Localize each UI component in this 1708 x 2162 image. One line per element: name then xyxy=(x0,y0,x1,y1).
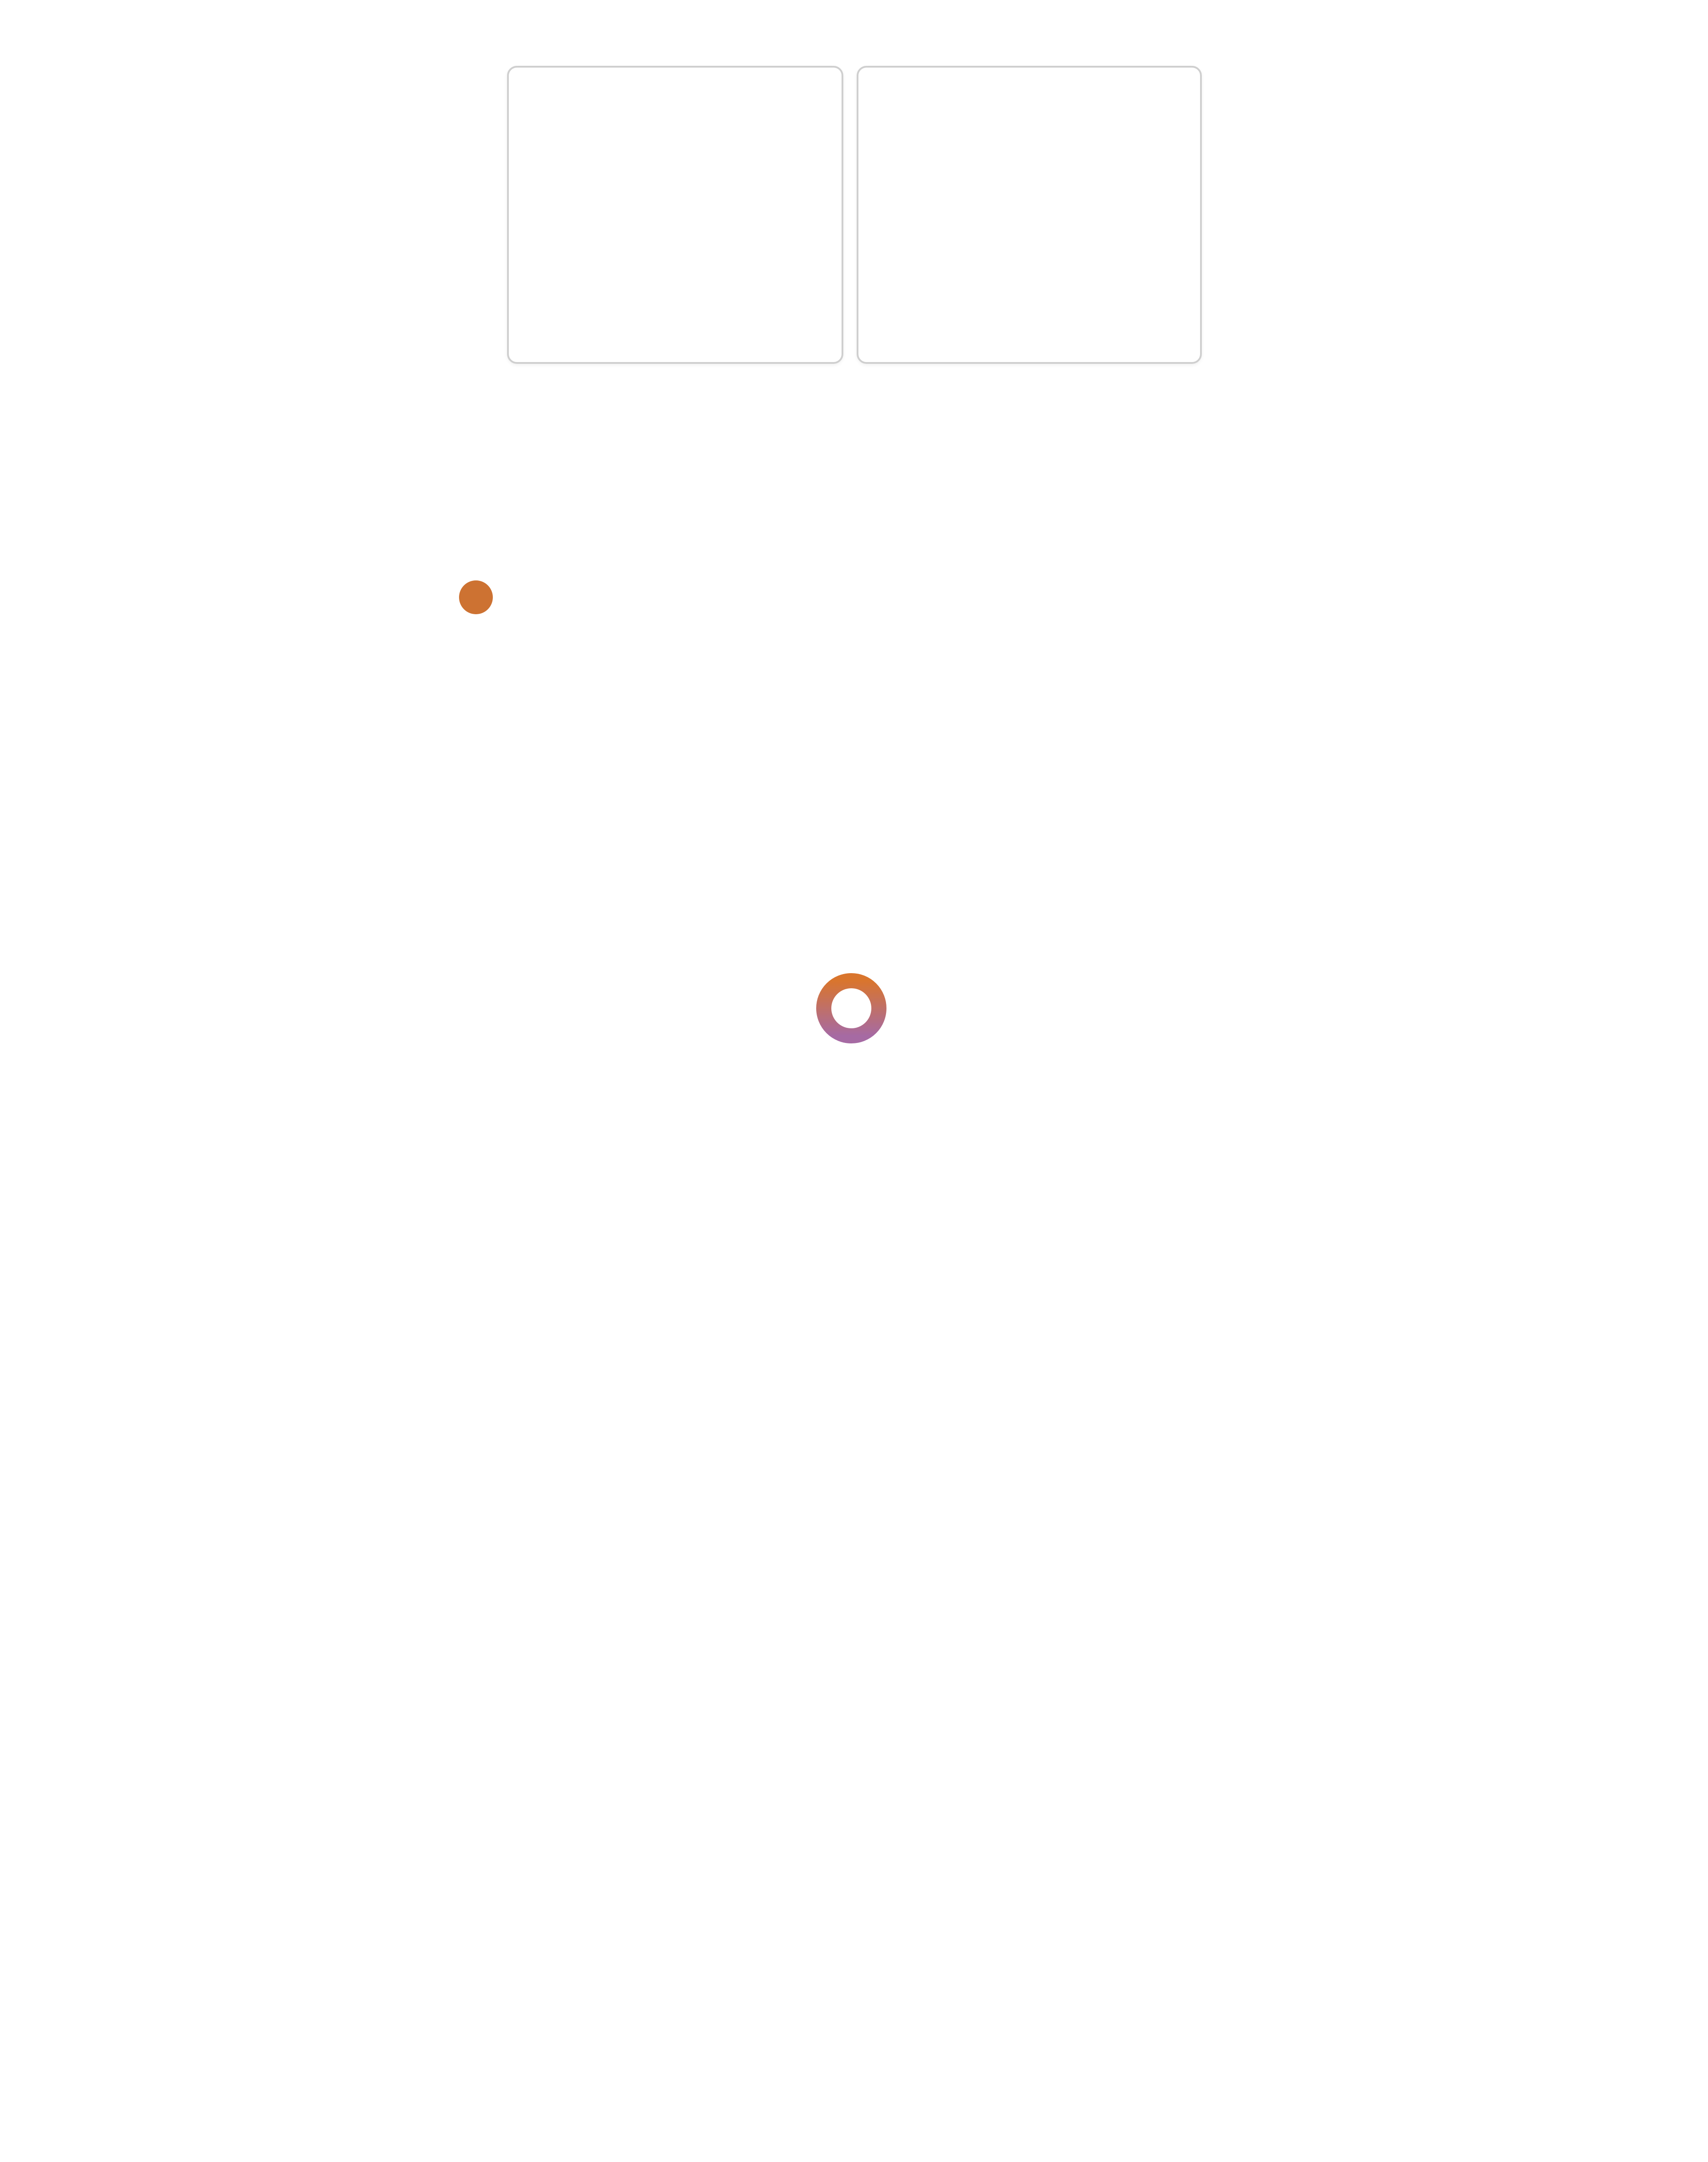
stat-card-duration xyxy=(507,66,843,364)
stat-value xyxy=(882,125,1179,172)
stat-card-content xyxy=(532,125,820,183)
stat-card-content xyxy=(882,125,1179,180)
stat-card-cost xyxy=(857,66,1202,364)
ring-icon xyxy=(816,973,887,1044)
section-number-badge xyxy=(459,580,493,614)
stat-value xyxy=(532,125,820,175)
